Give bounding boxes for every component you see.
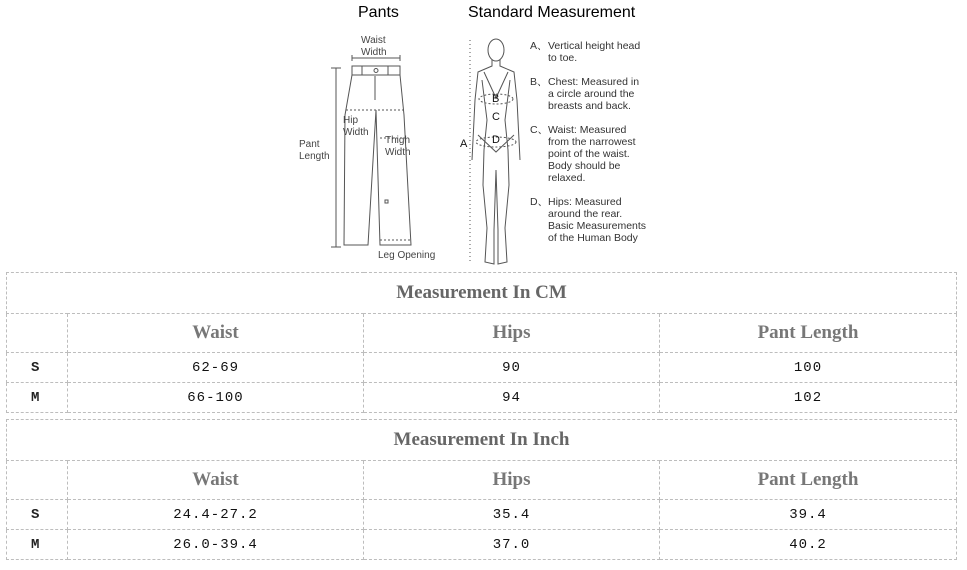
note-line: Hips: Measured xyxy=(548,196,622,208)
hips-value: 94 xyxy=(364,383,660,413)
note-b-key: B、 xyxy=(530,76,548,88)
column-header-waist: Waist xyxy=(68,314,364,353)
corner-cell xyxy=(7,314,68,353)
waist-value: 26.0-39.4 xyxy=(68,530,364,560)
pant-length-label-line2: Length xyxy=(299,151,330,162)
size-label: M xyxy=(7,530,68,560)
size-label: M xyxy=(7,383,68,413)
body-letter-b: B xyxy=(492,93,500,105)
note-a xyxy=(530,40,668,64)
pant-length-value: 39.4 xyxy=(660,500,957,530)
note-line: a circle around the xyxy=(548,88,635,100)
note-line: Chest: Measured in xyxy=(548,76,640,88)
hips-value: 90 xyxy=(364,353,660,383)
column-header-hips: Hips xyxy=(364,314,660,353)
thigh-label-line1: Thigh xyxy=(385,135,411,146)
table-row xyxy=(7,383,957,413)
note-line: Vertical height head xyxy=(548,40,641,52)
note-line: to toe. xyxy=(548,52,578,64)
pant-length-value: 100 xyxy=(660,353,957,383)
measurement-diagram xyxy=(0,0,967,268)
note-line: Waist: Measured xyxy=(548,124,627,136)
column-header-pant-length: Pant Length xyxy=(660,314,957,353)
thigh-width-label xyxy=(385,135,411,159)
pants-title: Pants xyxy=(358,4,399,21)
pant-length-value: 102 xyxy=(660,383,957,413)
waist-value: 62-69 xyxy=(68,353,364,383)
standard-measurement-title: Standard Measurement xyxy=(468,4,636,21)
waist-value: 66-100 xyxy=(68,383,364,413)
inch-size-table xyxy=(6,419,957,560)
inch-table-title: Measurement In Inch xyxy=(7,420,957,461)
waist-label-line2: Width xyxy=(361,47,387,58)
note-line: Body should be xyxy=(548,160,621,172)
corner-cell xyxy=(7,461,68,500)
column-header-waist: Waist xyxy=(68,461,364,500)
leg-opening-label: Leg Opening xyxy=(378,250,436,261)
hips-value: 37.0 xyxy=(364,530,660,560)
waist-value: 24.4-27.2 xyxy=(68,500,364,530)
table-row xyxy=(7,530,957,560)
body-illustration xyxy=(470,39,520,264)
note-c-key: C、 xyxy=(530,124,549,136)
note-line: Basic Measurements xyxy=(548,220,647,232)
note-line: around the rear. xyxy=(548,208,623,220)
note-line: relaxed. xyxy=(548,172,586,184)
note-line: from the narrowest xyxy=(548,136,636,148)
pant-length-label xyxy=(299,139,330,163)
size-label: S xyxy=(7,353,68,383)
body-letter-c: C xyxy=(492,111,500,123)
table-row xyxy=(7,500,957,530)
size-label: S xyxy=(7,500,68,530)
column-header-hips: Hips xyxy=(364,461,660,500)
note-line: of the Human Body xyxy=(548,232,638,244)
cm-table-title: Measurement In CM xyxy=(7,273,957,314)
note-a-key: A、 xyxy=(530,40,548,52)
table-row xyxy=(7,353,957,383)
body-letter-d: D xyxy=(492,134,500,146)
hip-width-label xyxy=(343,115,369,139)
note-d-key: D、 xyxy=(530,196,549,208)
note-line: point of the waist. xyxy=(548,148,630,160)
hip-label-line2: Width xyxy=(343,127,369,138)
pant-length-value: 40.2 xyxy=(660,530,957,560)
hip-label-line1: Hip xyxy=(343,115,359,126)
column-header-pant-length: Pant Length xyxy=(660,461,957,500)
waist-width-label xyxy=(361,35,387,59)
cm-size-table xyxy=(6,272,957,413)
thigh-label-line2: Width xyxy=(385,147,411,158)
pant-length-label-line1: Pant xyxy=(299,139,320,150)
note-c xyxy=(530,124,668,184)
note-d xyxy=(530,196,668,244)
diagram-drawing xyxy=(0,0,967,268)
note-b xyxy=(530,76,668,112)
waist-label-line1: Waist xyxy=(361,35,386,46)
note-line: breasts and back. xyxy=(548,100,631,112)
hips-value: 35.4 xyxy=(364,500,660,530)
body-letter-a: A xyxy=(460,138,468,150)
